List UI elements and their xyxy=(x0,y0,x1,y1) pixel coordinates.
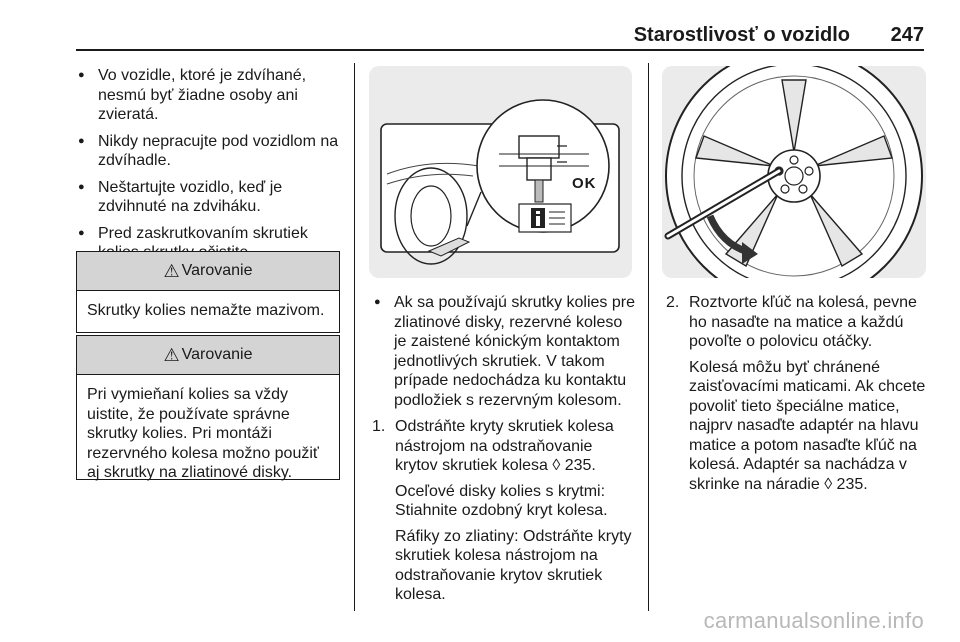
warning-box xyxy=(76,251,340,333)
step-item xyxy=(666,293,928,494)
step-subtext: Ráfiky zo zliatiny: Odstráňte kryty skrutiek kolesa nástrojom na odstraňovanie krytov skrutiek kolesa. xyxy=(395,527,632,603)
warning-text: Pri vymieňaní kolies sa vždy uistite, že používate správne skrutky kolies. Pri montáži rezervného kolesa možno použiť aj skrutky na zliatinové disky. xyxy=(87,386,319,481)
page-number: 247 xyxy=(890,24,924,46)
bullet-item: ● Vo vozidle, ktoré je zdvíhané, nesmú byť žiadne osoby ani zvieratá. xyxy=(76,66,342,125)
warning-box xyxy=(76,335,340,480)
step-subtext: Oceľové disky kolies s krytmi: Stiahnite ozdobný kryt kolesa. xyxy=(395,482,608,519)
warning-header xyxy=(77,252,339,291)
warning-title: Varovanie xyxy=(181,346,253,363)
figure-wheel-wrench-illustration xyxy=(662,66,926,278)
wheel-bolt-drawing xyxy=(369,66,632,278)
step-subtext: Kolesá môžu byť chránené zaisťovacími maticami. Ak chcete povoliť tieto špeciálne matice, najprv nasaďte adaptér na hlavu matice a potom nasaďte kľúč na kolesá. Adaptér sa nachádza v skrinke na náradie ◊ 235. xyxy=(689,358,926,493)
warning-header xyxy=(77,336,339,375)
left-column xyxy=(76,66,342,270)
watermark: carmanualsonline.info xyxy=(703,608,924,633)
step-number: 2. xyxy=(666,294,680,311)
header-rule xyxy=(76,49,924,51)
step-text: Roztvorte kľúč na kolesá, pevne ho nasaďte na matice a každú povoľte o polovicu otáčky. xyxy=(689,294,917,350)
bullet-item: ● Nikdy nepracujte pod vozidlom na zdvíhadle. xyxy=(76,132,342,171)
step-number: 1. xyxy=(372,418,386,435)
step-list xyxy=(666,293,928,494)
wheel-wrench-drawing xyxy=(662,66,926,278)
figure-wheel-bolt-illustration xyxy=(369,66,632,278)
warning-triangle-icon: ⚠ xyxy=(163,344,180,365)
step-list xyxy=(372,417,636,605)
warning-triangle-icon: ⚠ xyxy=(163,260,180,281)
step-text: Odstráňte kryty skrutiek kolesa nástrojom na odstraňovanie krytov skrutiek kolesa ◊ 235. xyxy=(395,418,614,474)
warning-text: Skrutky kolies nemažte mazivom. xyxy=(87,302,325,319)
alloy-bolt-bullet xyxy=(372,293,636,410)
step-item xyxy=(372,417,636,605)
middle-column xyxy=(372,293,636,611)
right-column xyxy=(666,293,928,500)
warning-title: Varovanie xyxy=(181,262,253,279)
bullet-item: ● Ak sa používajú skrutky kolies pre zliatinové disky, rezervné koleso je zaistené kónickým kontaktom jednotlivých skrutiek. V takom prípade nedochádza ku kontaktu podložiek s rezervným kolesom. xyxy=(372,293,636,410)
page-title: Starostlivosť o vozidlo xyxy=(633,24,850,46)
column-divider-right xyxy=(648,63,649,611)
bullet-item: ● Neštartujte vozidlo, keď je zdvihnuté na zdviháku. xyxy=(76,178,342,217)
safety-bullet-list xyxy=(76,66,342,263)
column-divider-left xyxy=(354,63,355,611)
bullet-item: ● Pred zaskrutkovaním skrutiek xyxy=(76,224,342,263)
figure-ok-label: OK xyxy=(572,175,597,192)
